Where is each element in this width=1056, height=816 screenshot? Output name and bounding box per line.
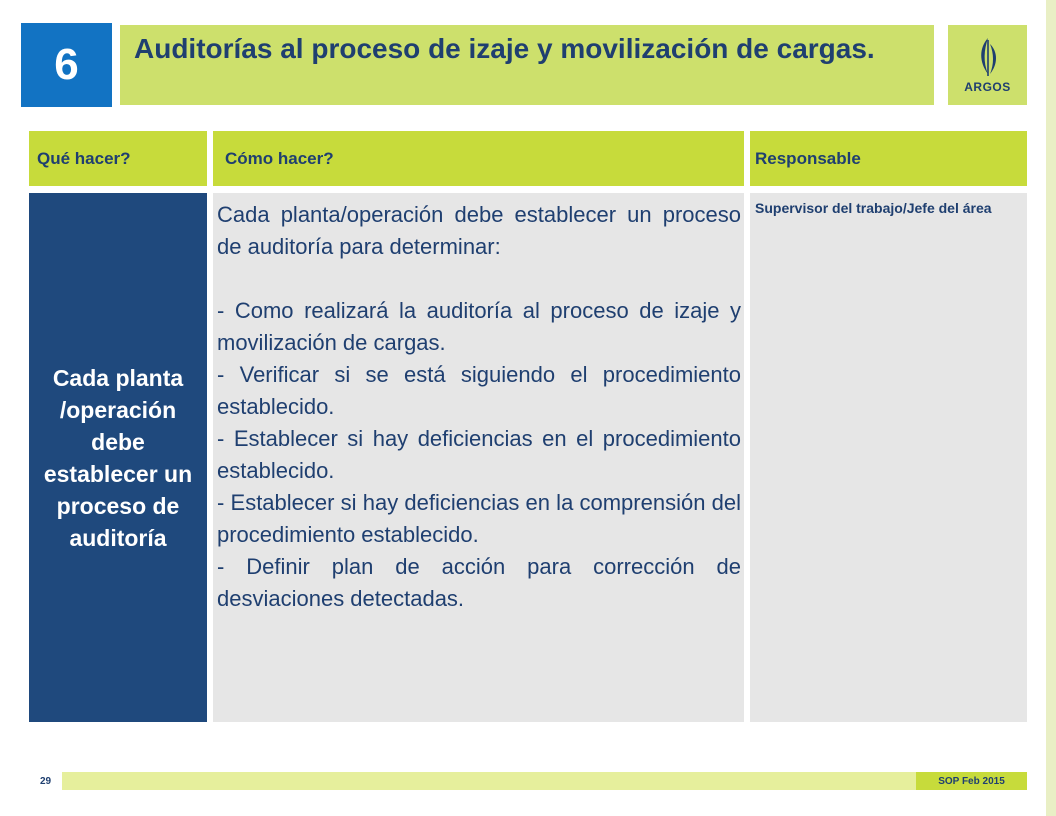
argos-leaf-icon [971, 36, 1005, 78]
como-hacer-cell [213, 193, 744, 722]
column-header-responsable: Responsable [750, 131, 1027, 186]
como-hacer-item: - Verificar si se está siguiendo el procedimiento establecido. [217, 362, 741, 419]
logo-text: ARGOS [964, 80, 1011, 94]
sop-label: SOP Feb 2015 [916, 772, 1027, 790]
responsable-cell [750, 193, 1027, 722]
argos-logo [948, 25, 1027, 105]
responsable-text: Supervisor del trabajo/Jefe del área [755, 200, 992, 216]
como-hacer-item: - Definir plan de acción para corrección de desviaciones detectadas. [217, 554, 741, 611]
como-hacer-item: - Establecer si hay deficiencias en la comprensión del procedimiento establecido. [217, 490, 741, 547]
que-hacer-text: Cada planta /operación debe establecer un proceso de auditoría [43, 364, 193, 551]
como-hacer-item: - Como realizará la auditoría al proceso de izaje y movilización de cargas. [217, 298, 741, 355]
column-header-que-hacer: Qué hacer? [29, 131, 207, 186]
como-hacer-item: - Establecer si hay deficiencias en el procedimiento establecido. [217, 426, 741, 483]
section-number: 6 [54, 40, 79, 89]
right-edge-strip [1046, 0, 1056, 816]
page-title: Auditorías al proceso de izaje y movilización de cargas. [134, 33, 875, 64]
page-number: 29 [29, 772, 62, 790]
footer-bar [29, 772, 1027, 790]
paragraph-spacer [217, 263, 741, 295]
title-bar [120, 25, 934, 105]
que-hacer-cell [29, 193, 207, 722]
section-number-badge [21, 23, 112, 107]
como-hacer-intro: Cada planta/operación debe establecer un proceso de auditoría para determinar: [217, 202, 741, 259]
column-header-como-hacer: Cómo hacer? [213, 131, 744, 186]
